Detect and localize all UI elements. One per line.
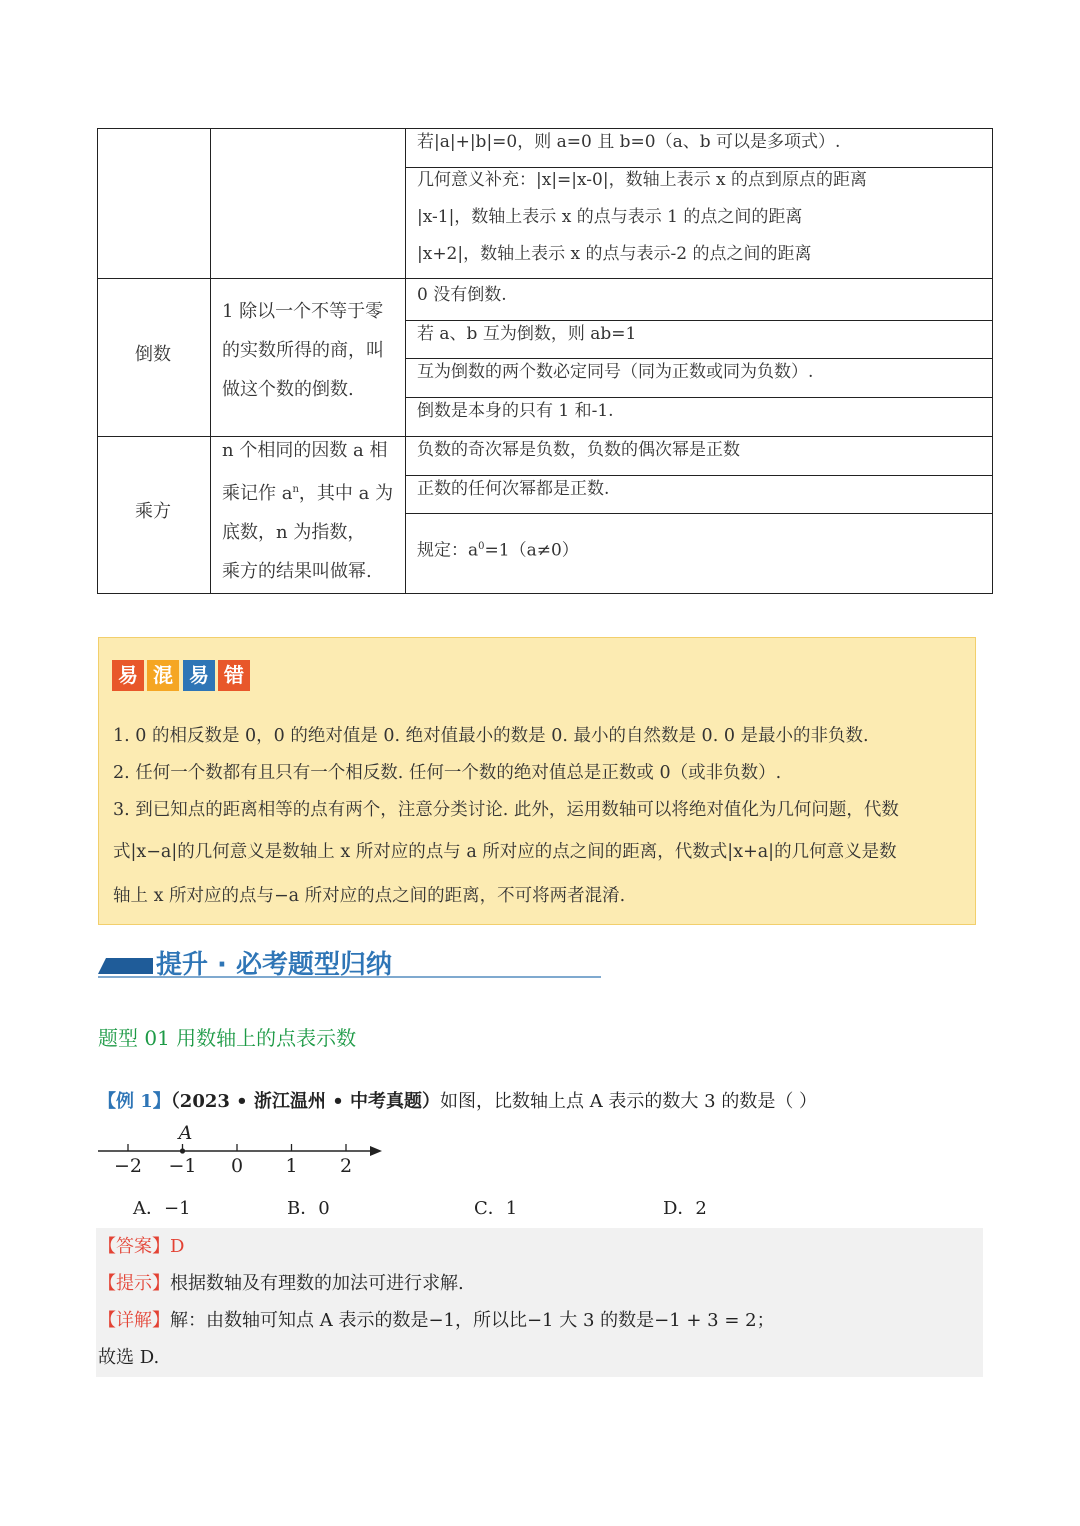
table-cell-divider <box>405 397 993 398</box>
definition-line: 做这个数的倒数. <box>222 379 354 400</box>
definition-line: 底数，n 为指数， <box>222 522 366 543</box>
example-tag: 【例 1】 <box>98 1091 171 1112</box>
example-question <box>98 1087 817 1113</box>
example-text: 如图，比数轴上点 A 表示的数大 3 的数是（ ） <box>439 1091 818 1112</box>
answer-box <box>96 1228 983 1377</box>
table-cell-text: |x-1|，数轴上表示 x 的点与表示 1 的点之间的距离 <box>417 207 803 227</box>
detail-text: 解：由数轴可知点 A 表示的数是−1，所以比−1 大 3 的数是−1 + 3 = 2； <box>170 1310 775 1331</box>
table-cell-text: 0 没有倒数. <box>417 285 507 305</box>
badge-char: 错 <box>218 660 250 691</box>
section-title: 提升 · 必考题型归纳 <box>156 950 392 980</box>
table-col-divider-1 <box>210 128 211 594</box>
section-header-bar <box>98 958 153 974</box>
badge-char: 易 <box>183 660 215 691</box>
detail-line <box>98 1306 775 1332</box>
detail-tag: 【详解】 <box>98 1310 170 1331</box>
answer-tag: 【答案】 <box>98 1236 170 1257</box>
option-a: A．−1 <box>133 1198 191 1219</box>
table-cell-text: 倒数是本身的只有 1 和-1. <box>417 401 614 421</box>
definition-line: 乘记作 $a^n$，其中 a 为 <box>222 483 394 504</box>
definition-line: 1 除以一个不等于零 <box>222 301 384 322</box>
point-a-marker <box>180 1148 185 1153</box>
answer-value: D <box>170 1236 185 1257</box>
table-cell-divider <box>405 513 993 514</box>
question-type-heading: 题型 01 用数轴上的点表示数 <box>98 1026 357 1050</box>
option-b: B．0 <box>287 1198 330 1219</box>
point-a-label: A <box>178 1122 193 1144</box>
hint-line <box>98 1269 464 1295</box>
reciprocal-definition <box>222 292 402 409</box>
definition-line: 乘方的结果叫做幂. <box>222 561 372 582</box>
mistake-line: 轴上 x 所对应的点与−a 所对应的点之间的距离，不可将两者混淆. <box>113 886 626 906</box>
row-label-reciprocal: 倒数 <box>135 344 171 365</box>
number-line-tick-label: −2 <box>113 1155 143 1177</box>
number-line-tick-label: 2 <box>339 1155 353 1177</box>
table-cell-text: 负数的奇次幂是负数，负数的偶次幂是正数 <box>417 440 740 460</box>
table-cell-text: |x+2|，数轴上表示 x 的点与表示-2 的点之间的距离 <box>417 244 812 264</box>
table-cell-text: 若|a|+|b|=0，则 a=0 且 b=0（a、b 可以是多项式）. <box>417 132 841 152</box>
mistake-line: 3. 到已知点的距离相等的点有两个，注意分类讨论. 此外，运用数轴可以将绝对值化为几何问题，代数 <box>113 800 899 820</box>
power-definition <box>222 431 402 591</box>
table-cell-text: 若 a、b 互为倒数，则 ab=1 <box>417 324 637 344</box>
number-line-tick-label: 1 <box>285 1155 298 1177</box>
table-row-divider <box>97 278 993 279</box>
number-line-tick-label: 0 <box>230 1155 244 1177</box>
mistake-line: 1. 0 的相反数是 0，0 的绝对值是 0. 绝对值最小的数是 0. 最小的自然数是 0. 0 是最小的非负数. <box>113 726 869 746</box>
number-line-arrow <box>370 1146 382 1156</box>
table-col-divider-2 <box>405 128 406 594</box>
mistake-line: 2. 任何一个数都有且只有一个相反数. 任何一个数的绝对值总是正数或 0（或非负数）. <box>113 763 782 783</box>
example-source: （2023 • 浙江温州 • 中考真题） <box>170 1091 440 1112</box>
hint-text: 根据数轴及有理数的加法可进行求解. <box>170 1273 464 1294</box>
mistake-line: 式|x−a|的几何意义是数轴上 x 所对应的点与 a 所对应的点之间的距离，代数式|x+a|的几何意义是数 <box>113 842 897 862</box>
table-cell-divider <box>405 167 993 168</box>
answer-line <box>98 1232 184 1258</box>
hint-tag: 【提示】 <box>98 1273 170 1294</box>
table-cell-divider <box>405 358 993 359</box>
badge-char: 易 <box>112 660 144 691</box>
option-d: D．2 <box>663 1198 707 1219</box>
conclusion-line: 故选 D. <box>98 1347 160 1368</box>
power-rule: 规定：$a^0=1(a\ne 0)$ <box>417 540 579 561</box>
number-line <box>96 1118 386 1180</box>
definition-line: 的实数所得的商，叫 <box>222 340 384 361</box>
number-line-tick-label: −1 <box>168 1155 197 1177</box>
table-cell-text: 几何意义补充：|x|=|x-0|，数轴上表示 x 的点到原点的距离 <box>417 170 867 190</box>
table-cell-text: 正数的任何次幂都是正数. <box>417 479 610 499</box>
badge-char: 混 <box>147 660 179 691</box>
table-cell-divider <box>405 320 993 321</box>
definition-line: n 个相同的因数 a 相 <box>222 440 388 461</box>
table-cell-text: 互为倒数的两个数必定同号（同为正数或同为负数）. <box>417 362 814 382</box>
option-c: C．1 <box>474 1198 518 1219</box>
table-cell-divider <box>405 475 993 476</box>
row-label-power: 乘方 <box>135 501 171 522</box>
